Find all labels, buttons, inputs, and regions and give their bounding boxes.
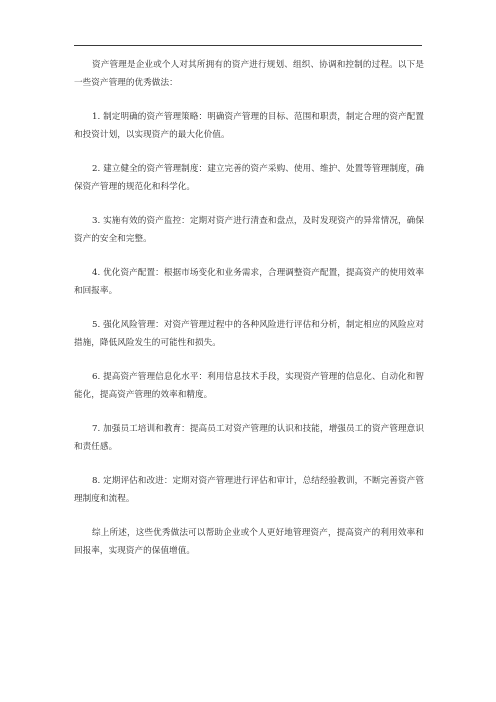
list-item-4: 4. 优化资产配置：根据市场变化和业务需求，合理调整资产配置，提高资产的使用效率和回报率。 xyxy=(74,268,424,296)
conclusion-paragraph: 综上所述，这些优秀做法可以帮助企业或个人更好地管理资产，提高资产的利用效率和回报率，实现资产的保值增值。 xyxy=(74,528,424,556)
intro-paragraph: 资产管理是企业或个人对其所拥有的资产进行规划、组织、协调和控制的过程。以下是一些资产管理的优秀做法： xyxy=(74,60,424,88)
list-item-7: 7. 加强员工培训和教育：提高员工对资产管理的认识和技能，增强员工的资产管理意识和责任感。 xyxy=(74,424,424,452)
list-item-3: 3. 实施有效的资产监控：定期对资产进行清查和盘点，及时发现资产的异常情况，确保资产的安全和完整。 xyxy=(74,216,424,244)
list-item-1: 1. 制定明确的资产管理策略：明确资产管理的目标、范围和职责，制定合理的资产配置和投资计划，以实现资产的最大化价值。 xyxy=(74,112,424,140)
document-body xyxy=(74,56,424,560)
list-item-5: 5. 强化风险管理：对资产管理过程中的各种风险进行评估和分析，制定相应的风险应对措施，降低风险发生的可能性和损失。 xyxy=(74,320,424,348)
header-rule xyxy=(74,45,422,46)
list-item-8: 8. 定期评估和改进：定期对资产管理进行评估和审计，总结经验教训，不断完善资产管理制度和流程。 xyxy=(74,476,424,504)
list-item-2: 2. 建立健全的资产管理制度：建立完善的资产采购、使用、维护、处置等管理制度，确保资产管理的规范化和科学化。 xyxy=(74,164,424,192)
list-item-6: 6. 提高资产管理信息化水平：利用信息技术手段，实现资产管理的信息化、自动化和智能化，提高资产管理的效率和精度。 xyxy=(74,372,424,400)
